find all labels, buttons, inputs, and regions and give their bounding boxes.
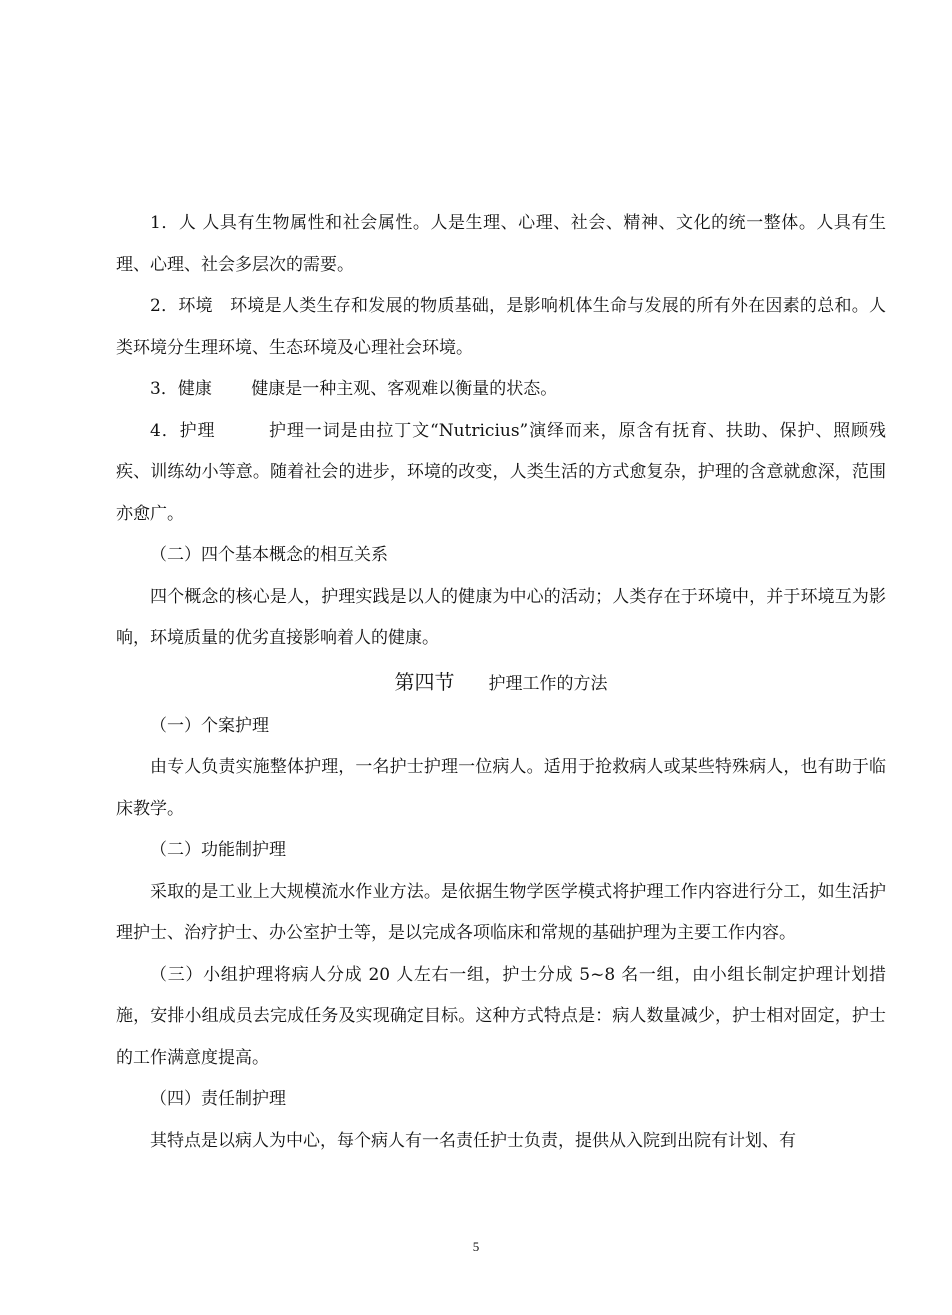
subheading-case-nursing: （一）个案护理 — [150, 715, 269, 736]
body-text — [116, 203, 886, 1162]
section-number: 第四节 — [394, 669, 455, 694]
paragraph-relationship: 四个概念的核心是人，护理实践是以人的健康为中心的活动；人类存在于环境中，并于环境互为影响，环境质量的优劣直接影响着人的健康。 — [116, 586, 886, 648]
page-number: 5 — [472, 1239, 480, 1254]
subheading-functional-nursing: （二）功能制护理 — [150, 840, 286, 860]
paragraph-person: 1．人 人具有生物属性和社会属性。人是生理、心理、社会、精神、文化的统一整体。人具有生理、心理、社会多层次的需要。 — [116, 213, 886, 275]
subheading-relationship: （二）四个基本概念的相互关系 — [150, 545, 388, 565]
paragraph-primary-nursing: 其特点是以病人为中心，每个病人有一名责任护士负责，提供从入院到出院有计划、有 — [150, 1130, 796, 1151]
paragraph-nursing: 4．护理 护理一词是由拉丁文“Nutricius”演绎而来，原含有抚育、扶助、保护、照顾残疾、训练幼小等意。随着社会的进步，环境的改变，人类生活的方式愈复杂，护理的含意就愈深，范围亦愈广。 — [116, 420, 886, 524]
subheading-primary-nursing: （四）责任制护理 — [150, 1089, 286, 1109]
paragraph-functional-nursing: 采取的是工业上大规模流水作业方法。是依据生物学医学模式将护理工作内容进行分工，如生活护理护士、治疗护士、办公室护士等，是以完成各项临床和常规的基础护理为主要工作内容。 — [116, 881, 886, 943]
section-title: 护理工作的方法 — [488, 673, 608, 694]
paragraph-case-nursing: 由专人负责实施整体护理，一名护士护理一位病人。适用于抢救病人或某些特殊病人，也有助于临床教学。 — [116, 757, 886, 819]
paragraph-environment: 2．环境 环境是人类生存和发展的物质基础，是影响机体生命与发展的所有外在因素的总和。人类环境分生理环境、生态环境及心理社会环境。 — [116, 296, 886, 358]
paragraph-team-nursing: （三）小组护理将病人分成 20 人左右一组，护士分成 5~8 名一组，由小组长制定护理计划措施，安排小组成员去完成任务及实现确定目标。这种方式特点是：病人数量减少，护士相对固定，护士的工作满意度提高。 — [116, 964, 886, 1068]
paragraph-health: 3．健康 健康是一种主观、客观难以衡量的状态。 — [150, 379, 558, 399]
section-heading — [116, 660, 886, 706]
